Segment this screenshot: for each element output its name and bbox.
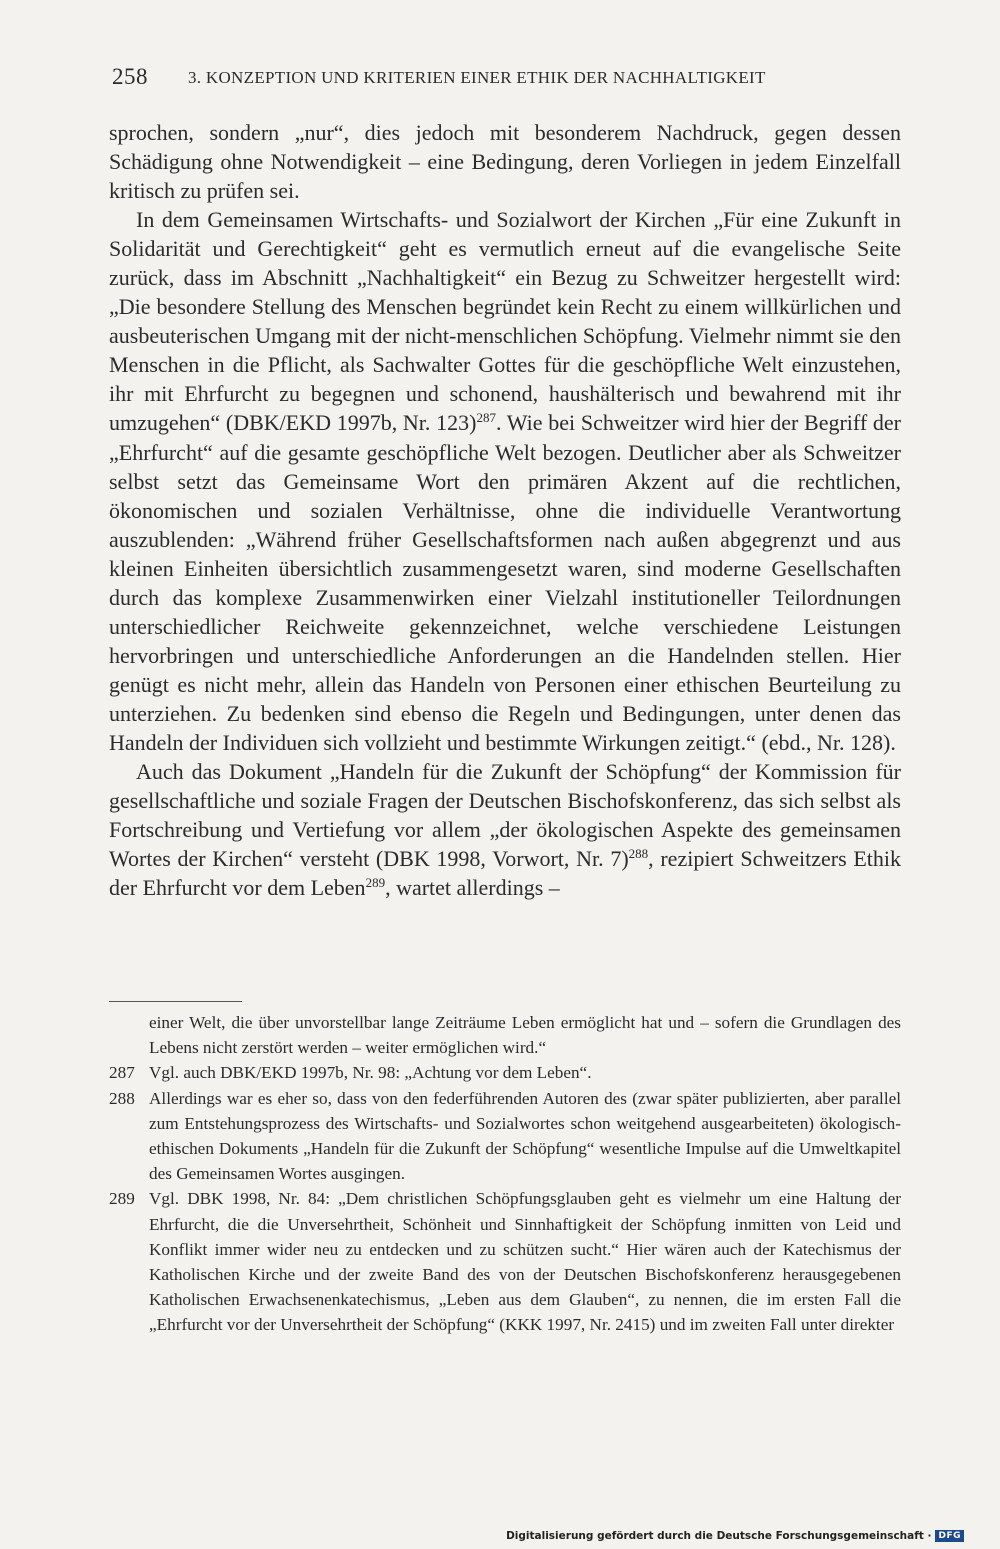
footnote-text: Vgl. DBK 1998, Nr. 84: „Dem christlichen Schöpfungsglauben geht es vielmehr um eine Haltung der Ehrfurcht, die die Unversehrtheit, Schönheit und Sinnhaftigkeit der Schöpfung inmitten von Leid und Konflikt immer wider neu zu entdecken und zu schützen sucht.“ Hier wären auch der Katechismus der Katholischen Kirche und der zweite Band des von der Deutschen Bischofskonferenz herausgegebenen Katholischen Erwachsenenkatechismus, „Leben aus dem Glauben“, zu nennen, die im ersten Fall die „Ehrfurcht vor der Unversehrtheit der Schöpfung“ (KKK 1997, Nr. 2415) und im zweiten Fall unter direkter [149,1189,901,1335]
dfg-logo: DFG [935,1530,964,1542]
page-number: 258 [112,64,148,89]
footnote-ref-288: 288 [628,846,649,862]
paragraph-2 [109,205,901,757]
footnote-number: 287 [109,1063,135,1083]
main-text [109,118,901,902]
paragraph-3-text-b: , rezipiert Schweitzers Ethik der Ehrfurcht vor dem Leben [109,846,902,901]
running-head: 3. KONZEPTION UND KRITERIEN EINER ETHIK DER NACHHALTIGKEIT [188,68,766,87]
page-header [112,64,912,96]
footnote-divider [109,1001,242,1002]
paragraph-2-text-b: . Wie bei Schweitzer wird hier der Begriff der „Ehrfurcht“ auf die gesamte geschöpfliche Welt bezogen. Deutlicher aber als Schweitzer selbst setzt das Gemeinsame Wort den primären Akzent auf die rechtlichen, ökonomischen und sozialen Verhältnisse, ohne die individuelle Verantwortung auszublenden: „Während früher Gesellschaftsformen nach außen abgegrenzt und aus kleinen Einheiten übersichtlich zusammengesetzt waren, sind moderne Gesellschaften durch das komplexe Zusammenwirken einer Vielzahl institutioneller Teilordnungen unterschiedlicher Reichweite gekennzeichnet, welche verschiedene Leistungen hervorbringen und unterschiedliche Anforderungen an die Handelnden stellen. Hier genügt es nicht mehr, allein das Handeln von Personen einer ethischen Beurteilung zu unterziehen. Zu bedenken sind ebenso die Regeln und Bedingungen, unter denen das Handeln der Individuen sich vollzieht und bestimmte Wirkungen zeitigt.“ (ebd., Nr. 128). [109,410,901,755]
footnote-ref-289: 289 [365,875,386,891]
paragraph-3-text-a: Auch das Dokument „Handeln für die Zukunft der Schöpfung“ der Kommission für gesellschaftliche und soziale Fragen der Deutschen Bischofskonferenz, das sich selbst als Fortschreibung und Vertiefung vor allem „der ökologischen Aspekte des gemeinsamen Wortes der Kirchen“ versteht (DBK 1998, Vorwort, Nr. 7) [109,759,901,872]
footnote-number: 289 [109,1189,135,1209]
paragraph-3 [109,757,901,902]
footnote-continued-text: einer Welt, die über unvorstellbar lange Zeiträume Leben ermöglicht hat und – sofern die Grundlagen des Lebens nicht zerstört werden – weiter ermöglichen wird.“ [149,1013,901,1058]
footnote-text: Allerdings war es eher so, dass von den federführenden Autoren des (zwar später publizierten, aber parallel zum Entstehungsprozess des Wirtschafts- und Sozialwortes schon weitgehend ausgearbeiteten) ökologisch-ethischen Dokuments „Handeln für die Zukunft der Schöpfung“ wesentliche Impulse auf die Umweltkapitel des Gemeinsamen Wortes ausgingen. [149,1088,901,1184]
footnotes [109,1010,901,1338]
footnote-ref-287: 287 [476,410,496,426]
paragraph-1-text: sprochen, sondern „nur“, dies jedoch mit besonderem Nachdruck, gegen dessen Schädigung ohne Notwendigkeit – eine Bedingung, deren Vorliegen in jedem Einzelfall kritisch zu prüfen sei. [109,120,901,204]
footnote-number: 288 [109,1088,135,1108]
footnote-continued [109,1010,901,1060]
paragraph-1 [109,118,901,205]
footnote-287 [109,1060,901,1085]
digitization-credit [506,1530,964,1542]
footnote-289 [109,1186,901,1337]
paragraph-3-text-c: , wartet allerdings – [385,875,560,901]
footnote-288 [109,1086,901,1187]
credit-text: Digitalisierung gefördert durch die Deutsche Forschungsgemeinschaft · [506,1530,932,1542]
paragraph-2-text-a: In dem Gemeinsamen Wirtschafts- und Sozialwort der Kirchen „Für eine Zukunft in Solidarität und Gerechtigkeit“ geht es vermutlich erneut auf die evangelische Seite zurück, dass im Abschnitt „Nachhaltigkeit“ ein Bezug zu Schweitzer hergestellt wird: „Die besondere Stellung des Menschen begründet kein Recht zu einem willkürlichen und ausbeuterischen Umgang mit der nicht-menschlichen Schöpfung. Vielmehr nimmt sie den Menschen in die Pflicht, als Sachwalter Gottes für die geschöpfliche Welt einzustehen, ihr mit Ehrfurcht zu begegnen und schonend, haushälterisch und bewahrend mit ihr umzugehen“ (DBK/EKD 1997b, Nr. 123) [109,207,901,436]
footnote-text: Vgl. auch DBK/EKD 1997b, Nr. 98: „Achtung vor dem Leben“. [149,1063,592,1083]
